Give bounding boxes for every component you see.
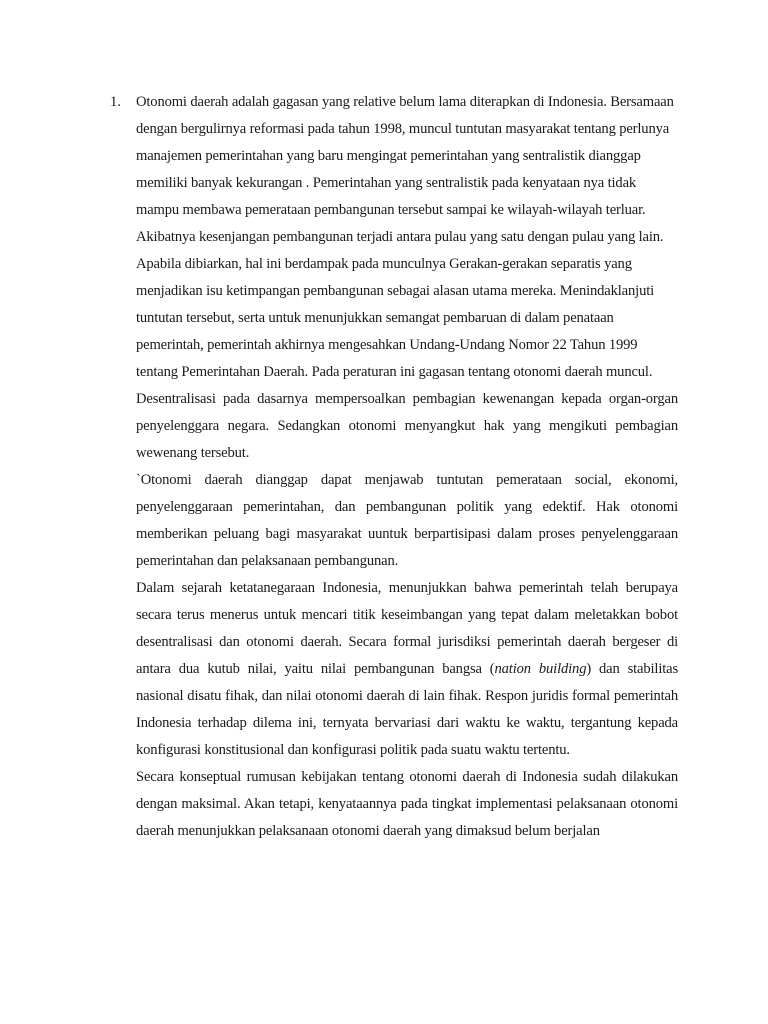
paragraph-sejarah [136, 575, 678, 764]
paragraph-sejarah-part-2: ) dan stabilitas nasional disatu fihak, dan nilai otonomi daerah di lain fihak. Respon juridis formal pemerintah Indonesia terhadap dilema ini, ternyata bervariasi dari waktu ke waktu, tergantung kepada konfigurasi konstitusional dan konfigurasi politik pada suatu waktu tertentu. [136, 661, 679, 758]
list-item-number: 1. [110, 94, 121, 110]
paragraph-konseptual: Secara konseptual rumusan kebijakan tentang otonomi daerah di Indonesia sudah dilakukan dengan maksimal. Akan tetapi, kenyataannya pada tingkat implementasi pelaksanaan otonomi daerah menunjukkan pelaksanaan otonomi daerah yang dimaksud belum berjalan [136, 769, 678, 839]
paragraph-desentralisasi: Desentralisasi pada dasarnya mempersoalkan pembagian kewenangan kepada organ-organ penyelenggara negara. Sedangkan otonomi menyangkut hak yang mengikuti pembagian wewenang tersebut. [136, 391, 678, 461]
paragraph-otonomi-daerah: `Otonomi daerah dianggap dapat menjawab tuntutan pemerataan social, ekonomi, penyelenggaraan pemerintahan, dan pembangunan politik yang edektif. Hak otonomi memberikan peluang bagi masyarakat uuntuk berpartisipasi dalam proses penyelenggaraan pemerintahan dan pelaksanaan pembangunan. [136, 472, 678, 569]
nation-building-term: nation building [494, 661, 587, 677]
list-item-body [136, 89, 678, 845]
paragraph-intro: Otonomi daerah adalah gagasan yang relative belum lama diterapkan di Indonesia. Bersamaan dengan bergulirnya reformasi pada tahun 1998, muncul tuntutan masyarakat tentang perlunya manajemen pemerintahan yang baru mengingat pemerintahan yang sentralistik dianggap memiliki banyak kekurangan . Pemerintahan yang sentralistik pada kenyataan nya tidak mampu membawa pemerataan pembangunan tersebut sampai ke wilayah-wilayah terluar. Akibatnya kesenjangan pembangunan terjadi antara pulau yang satu dengan pulau yang lain. Apabila dibiarkan, hal ini berdampak pada munculnya Gerakan-gerakan separatis yang menjadikan isu ketimpangan pembangunan sebagai alasan utama mereka. Menindaklanjuti tuntutan tersebut, serta untuk menunjukkan semangat pembaruan di dalam penataan pemerintah, pemerintah akhirnya mengesahkan Undang-Undang Nomor 22 Tahun 1999 tentang Pemerintahan Daerah. Pada peraturan ini gagasan tentang otonomi daerah muncul. [136, 94, 674, 380]
paragraph-sejarah-part-1: Dalam sejarah ketatanegaraan Indonesia, menunjukkan bahwa pemerintah telah berupaya secara terus menerus untuk mencari titik keseimbangan yang tepat dalam meletakkan bobot desentralisasi dan otonomi daerah. Secara formal jurisdiksi pemerintah daerah bergeser di antara dua kutub nilai, yaitu nilai pembangunan bangsa ( [136, 580, 678, 677]
